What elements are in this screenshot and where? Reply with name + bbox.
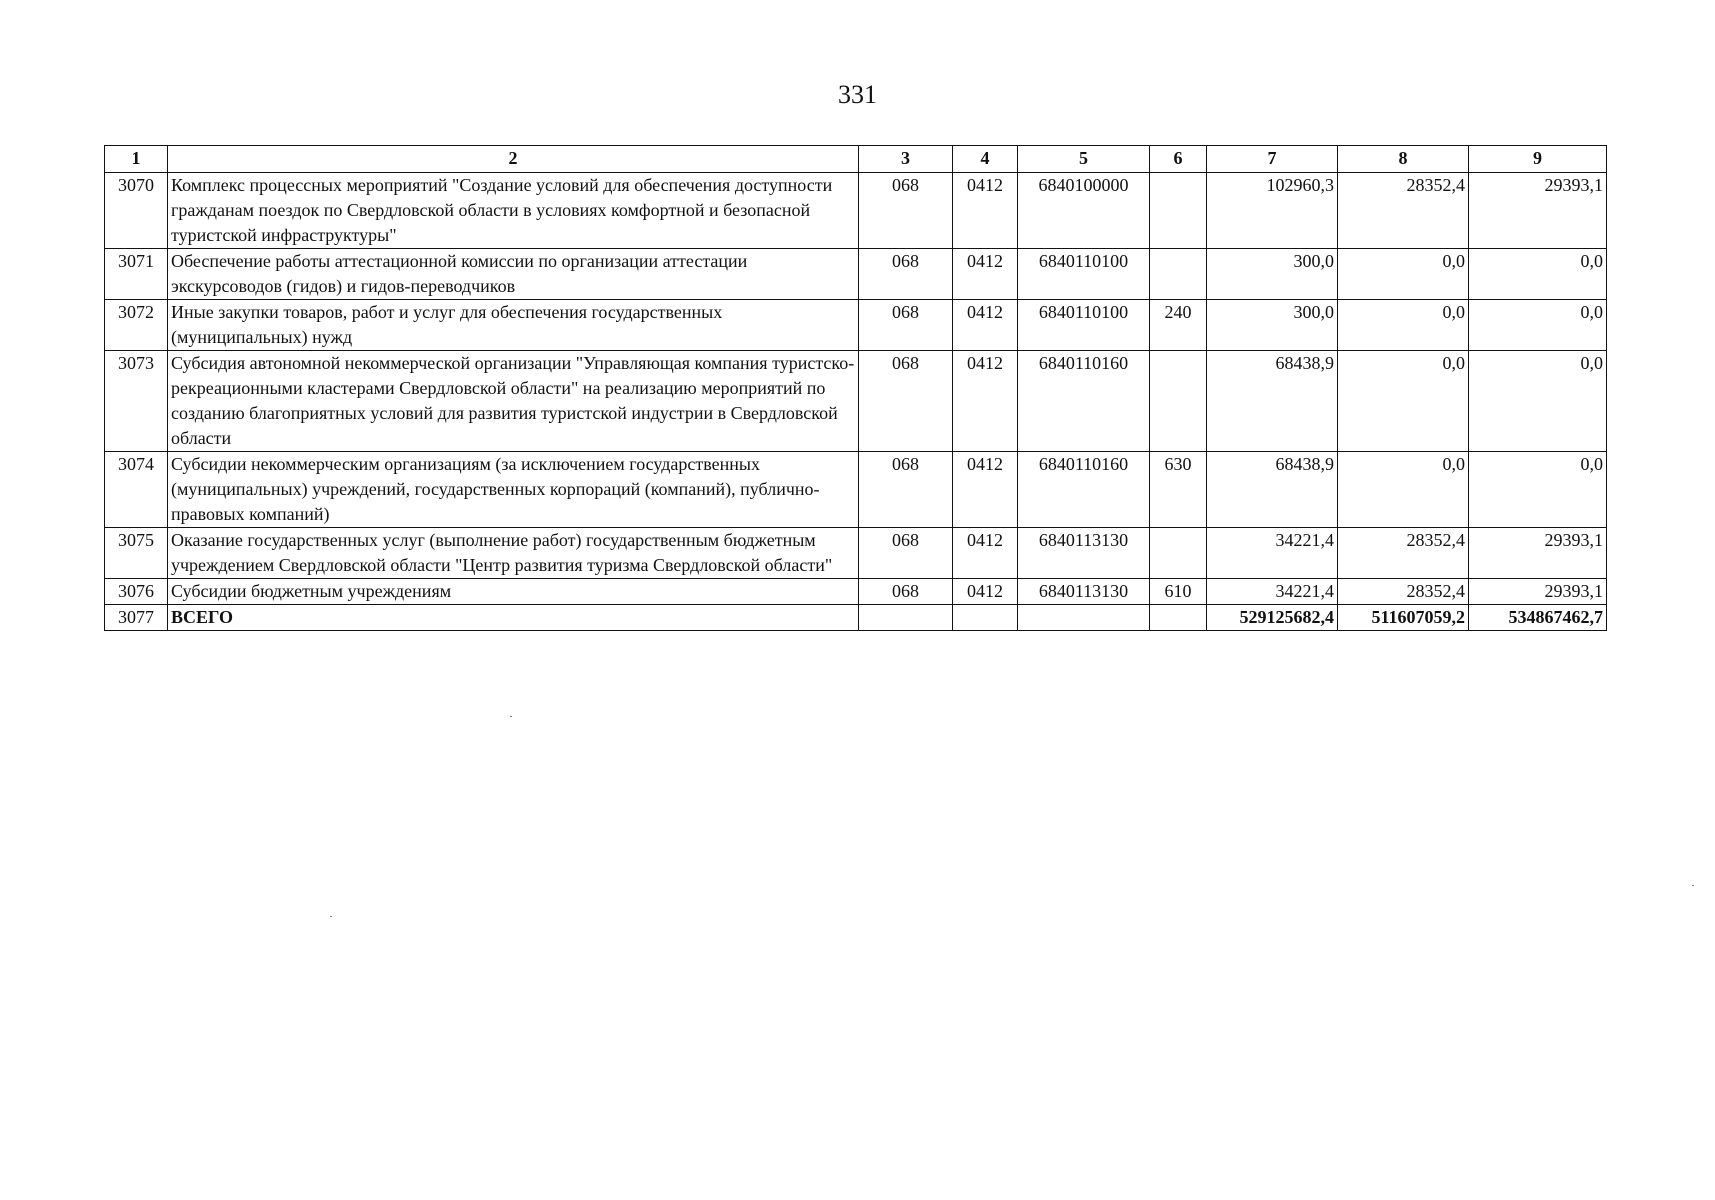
scan-speck xyxy=(510,716,512,717)
total-amount-9: 534867462,7 xyxy=(1469,605,1607,631)
total-row xyxy=(105,605,1607,631)
cell-amount-9: 0,0 xyxy=(1469,351,1607,452)
cell-code-3: 068 xyxy=(859,300,953,351)
cell-code-6 xyxy=(1150,173,1207,249)
cell-code-4 xyxy=(953,605,1018,631)
cell-code-6 xyxy=(1150,249,1207,300)
column-header-2: 2 xyxy=(168,146,859,173)
cell-amount-7: 68438,9 xyxy=(1207,351,1338,452)
row-number: 3074 xyxy=(105,452,168,528)
column-header-8: 8 xyxy=(1338,146,1469,173)
cell-code-3: 068 xyxy=(859,452,953,528)
cell-code-6 xyxy=(1150,605,1207,631)
row-number: 3070 xyxy=(105,173,168,249)
table-row xyxy=(105,351,1607,452)
column-header-1: 1 xyxy=(105,146,168,173)
cell-code-3: 068 xyxy=(859,173,953,249)
cell-amount-9: 29393,1 xyxy=(1469,579,1607,605)
cell-code-4: 0412 xyxy=(953,452,1018,528)
row-name: Субсидии некоммерческим организациям (за исключением государственных (муниципальных) учреждений, государственных корпораций (компаний), публично-правовых компаний) xyxy=(168,452,859,528)
row-number: 3071 xyxy=(105,249,168,300)
total-amount-8: 511607059,2 xyxy=(1338,605,1469,631)
cell-amount-8: 0,0 xyxy=(1338,249,1469,300)
column-header-4: 4 xyxy=(953,146,1018,173)
cell-code-5: 6840110160 xyxy=(1018,452,1150,528)
row-number: 3076 xyxy=(105,579,168,605)
cell-amount-7: 34221,4 xyxy=(1207,528,1338,579)
cell-code-5 xyxy=(1018,605,1150,631)
column-header-6: 6 xyxy=(1150,146,1207,173)
cell-code-5: 6840113130 xyxy=(1018,579,1150,605)
cell-code-4: 0412 xyxy=(953,579,1018,605)
column-header-9: 9 xyxy=(1469,146,1607,173)
row-name: Субсидии бюджетным учреждениям xyxy=(168,579,859,605)
row-name: Субсидия автономной некоммерческой организации "Управляющая компания туристско-рекреационными кластерами Свердловской области" на реализацию мероприятий по созданию благоприятных условий для развития туристской индустрии в Свердловской области xyxy=(168,351,859,452)
cell-code-3: 068 xyxy=(859,579,953,605)
cell-code-5: 6840110100 xyxy=(1018,249,1150,300)
table-row xyxy=(105,249,1607,300)
cell-code-4: 0412 xyxy=(953,528,1018,579)
cell-amount-7: 300,0 xyxy=(1207,249,1338,300)
cell-amount-8: 0,0 xyxy=(1338,300,1469,351)
column-header-7: 7 xyxy=(1207,146,1338,173)
cell-amount-9: 0,0 xyxy=(1469,249,1607,300)
table-row xyxy=(105,452,1607,528)
cell-code-5: 6840100000 xyxy=(1018,173,1150,249)
cell-amount-8: 0,0 xyxy=(1338,351,1469,452)
cell-amount-8: 28352,4 xyxy=(1338,173,1469,249)
row-number: 3077 xyxy=(105,605,168,631)
cell-code-3: 068 xyxy=(859,528,953,579)
total-label: ВСЕГО xyxy=(168,605,859,631)
row-number: 3075 xyxy=(105,528,168,579)
column-header-5: 5 xyxy=(1018,146,1150,173)
cell-code-3: 068 xyxy=(859,249,953,300)
cell-code-6: 610 xyxy=(1150,579,1207,605)
table-row xyxy=(105,300,1607,351)
cell-amount-7: 68438,9 xyxy=(1207,452,1338,528)
row-name: Обеспечение работы аттестационной комиссии по организации аттестации экскурсоводов (гидов) и гидов-переводчиков xyxy=(168,249,859,300)
cell-amount-9: 29393,1 xyxy=(1469,173,1607,249)
cell-amount-9: 0,0 xyxy=(1469,452,1607,528)
cell-code-4: 0412 xyxy=(953,173,1018,249)
page-number: 331 xyxy=(838,80,877,109)
row-number: 3073 xyxy=(105,351,168,452)
table-row xyxy=(105,528,1607,579)
cell-amount-9: 0,0 xyxy=(1469,300,1607,351)
cell-code-4: 0412 xyxy=(953,249,1018,300)
cell-amount-8: 0,0 xyxy=(1338,452,1469,528)
cell-amount-7: 300,0 xyxy=(1207,300,1338,351)
cell-amount-7: 34221,4 xyxy=(1207,579,1338,605)
cell-code-3 xyxy=(859,605,953,631)
scan-speck xyxy=(1692,885,1694,886)
cell-code-6: 240 xyxy=(1150,300,1207,351)
cell-amount-8: 28352,4 xyxy=(1338,528,1469,579)
cell-code-6 xyxy=(1150,351,1207,452)
cell-amount-8: 28352,4 xyxy=(1338,579,1469,605)
cell-code-5: 6840110160 xyxy=(1018,351,1150,452)
row-name: Иные закупки товаров, работ и услуг для обеспечения государственных (муниципальных) нужд xyxy=(168,300,859,351)
table-row xyxy=(105,579,1607,605)
cell-code-4: 0412 xyxy=(953,351,1018,452)
table-row xyxy=(105,173,1607,249)
scan-speck xyxy=(330,916,332,917)
total-amount-7: 529125682,4 xyxy=(1207,605,1338,631)
cell-code-3: 068 xyxy=(859,351,953,452)
cell-code-5: 6840113130 xyxy=(1018,528,1150,579)
budget-table xyxy=(104,145,1607,631)
cell-code-4: 0412 xyxy=(953,300,1018,351)
cell-amount-7: 102960,3 xyxy=(1207,173,1338,249)
cell-code-5: 6840110100 xyxy=(1018,300,1150,351)
cell-amount-9: 29393,1 xyxy=(1469,528,1607,579)
row-name: Комплекс процессных мероприятий "Создание условий для обеспечения доступности гражданам поездок по Свердловской области в условиях комфортной и безопасной туристской инфраструктуры" xyxy=(168,173,859,249)
column-header-3: 3 xyxy=(859,146,953,173)
cell-code-6 xyxy=(1150,528,1207,579)
header-row xyxy=(105,146,1607,173)
row-name: Оказание государственных услуг (выполнение работ) государственным бюджетным учреждением Свердловской области "Центр развития туризма Свердловской области" xyxy=(168,528,859,579)
row-number: 3072 xyxy=(105,300,168,351)
cell-code-6: 630 xyxy=(1150,452,1207,528)
